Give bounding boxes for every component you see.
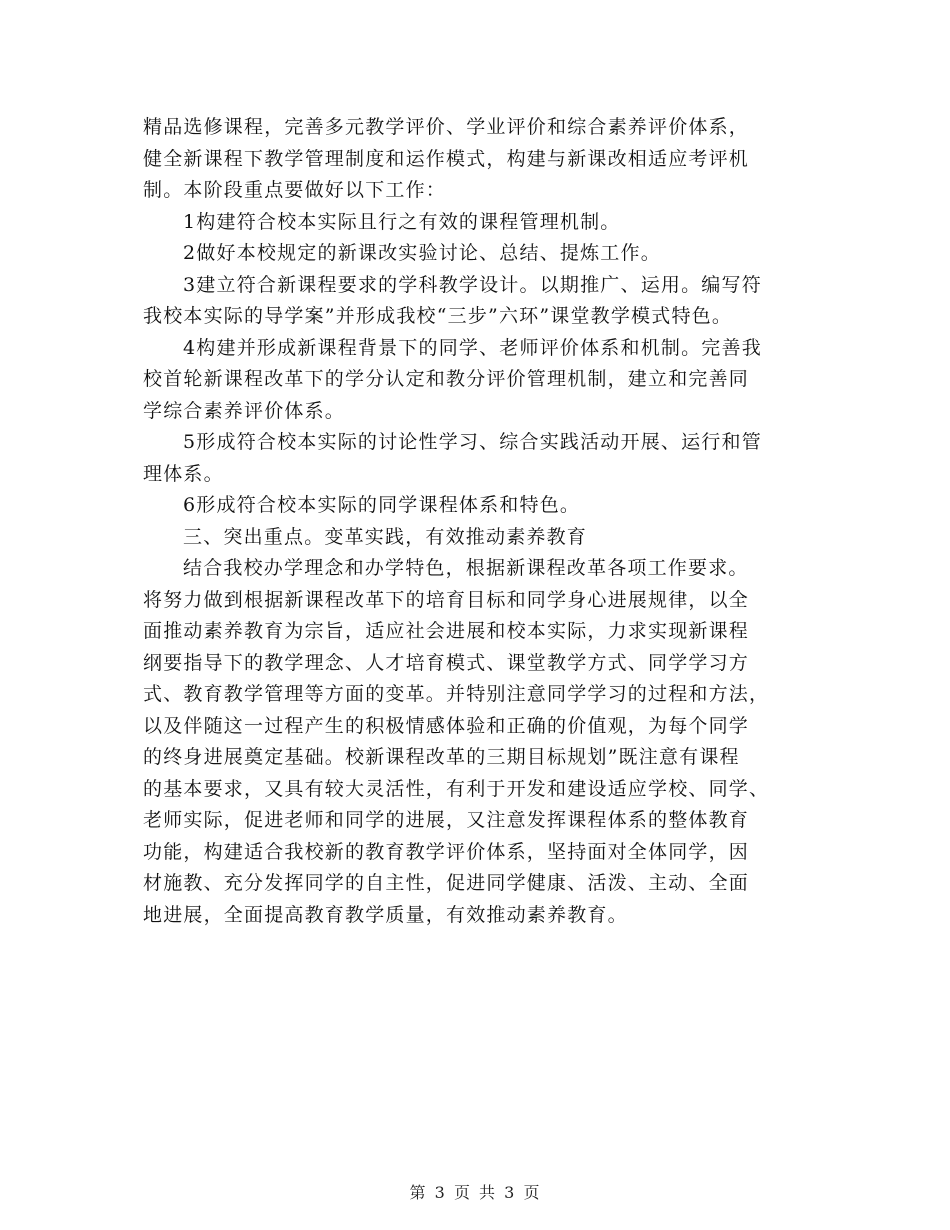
section-heading: 三、突出重点。变革实践，有效推动素养教育 — [183, 525, 588, 548]
text-line: 4构建并形成新课程背景下的同学、老师评价体系和机制。完善我 — [183, 336, 762, 359]
text-line: 2做好本校规定的新课改实验讨论、总结、提炼工作。 — [183, 242, 661, 264]
text-line: 的终身进展奠定基础。校新课程改革的三期目标规划”既注意有课程 — [143, 746, 740, 768]
text-line: 面推动素养教育为宗旨，适应社会进展和校本实际，力求实现新课程 — [143, 620, 750, 642]
text-line: 结合我校办学理念和办学特色，根据新课程改革各项工作要求。 — [183, 557, 749, 579]
page-footer — [0, 1180, 950, 1203]
text-line: 以及伴随这一过程产生的积极情感体验和正确的价值观，为每个同学 — [143, 714, 750, 737]
text-line: 纲要指导下的教学理念、人才培育模式、课堂教学方式、同学学习方 — [143, 651, 750, 674]
text-line: 老师实际，促进老师和同学的进展，又注意发挥课程体系的整体教育 — [143, 809, 750, 831]
current-page-number: 3 — [434, 1183, 446, 1202]
total-page-number: 3 — [504, 1183, 516, 1202]
text-line: 3建立符合新课程要求的学科教学设计。以期推广、运用。编写符 — [183, 273, 762, 296]
footer-prefix: 第 — [409, 1183, 427, 1202]
text-line: 功能，构建适合我校新的教育教学评价体系，坚持面对全体同学，因 — [143, 840, 750, 863]
text-line: 我校本实际的导学案”并形成我校“三步”六环”课堂教学模式特色。 — [143, 305, 733, 327]
text-line: 材施教、充分发挥同学的自主性，促进同学健康、活泼、主动、全面 — [143, 872, 750, 894]
text-line: 地进展，全面提高教育教学质量，有效推动素养教育。 — [143, 903, 628, 926]
text-line: 6形成符合校本实际的同学课程体系和特色。 — [183, 494, 581, 516]
text-line: 精品选修课程，完善多元教学评价、学业评价和综合素养评价体系， — [143, 116, 750, 138]
text-line: 制。本阶段重点要做好以下工作： — [143, 179, 447, 201]
footer-total-word: 共 — [479, 1183, 497, 1202]
text-line: 式、教育教学管理等方面的变革。并特别注意同学学习的过程和方法， — [143, 683, 770, 705]
text-line: 的基本要求，又具有较大灵活性，有利于开发和建设适应学校、同学、 — [143, 777, 770, 800]
text-line: 理体系。 — [143, 462, 224, 485]
document-body — [143, 112, 823, 931]
text-line: 健全新课程下教学管理制度和运作模式，构建与新课改相适应考评机 — [143, 147, 750, 170]
footer-page-word: 页 — [453, 1183, 471, 1202]
text-line: 5形成符合校本实际的讨论性学习、综合实践活动开展、运行和管 — [183, 431, 762, 453]
text-line: 校首轮新课程改革下的学分认定和教分评价管理机制，建立和完善同 — [143, 368, 750, 390]
footer-suffix: 页 — [523, 1183, 541, 1202]
text-line: 1构建符合校本实际且行之有效的课程管理机制。 — [183, 210, 621, 233]
text-line: 学综合素养评价体系。 — [143, 399, 346, 422]
text-line: 将努力做到根据新课程改革下的培育目标和同学身心进展规律，以全 — [143, 588, 750, 611]
